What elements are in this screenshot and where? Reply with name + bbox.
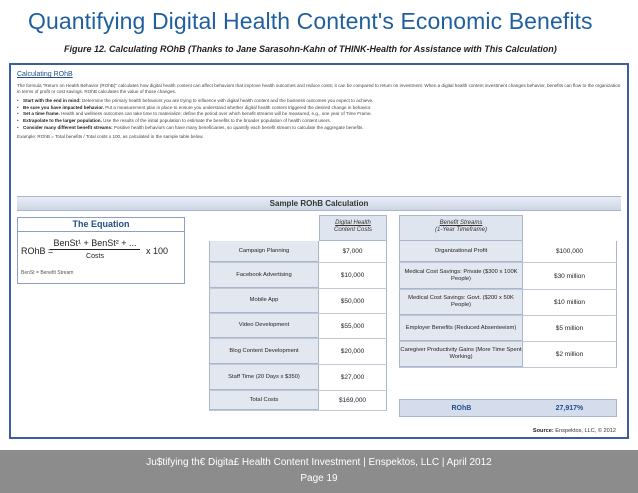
rohb-result-value: 27,917% [555, 404, 584, 412]
bullet-lead: Set a time frame. [23, 111, 60, 117]
costs-table [209, 215, 387, 411]
row-label: Staff Time (20 Days x $350) [209, 365, 319, 390]
calc-body [17, 83, 621, 144]
page-footer [0, 450, 638, 493]
table-row [209, 289, 387, 314]
footer-doc-title: Ju$tifying th€ Digita£ Health Content Investment | Enspektos, LLC | April 2012 [146, 457, 492, 468]
row-label: Employer Benefits (Reduced Absenteeism) [399, 316, 523, 341]
bullet-lead: Be sure you have impacted behavior. [23, 104, 104, 110]
row-label: Facebook Advertising [209, 263, 319, 288]
row-label: Organizational Profit [399, 241, 523, 262]
row-label: Video Development [209, 314, 319, 338]
page-title: Quantifying Digital Health Content's Economic Benefits [28, 8, 593, 34]
row-value: $100,000 [523, 241, 617, 262]
row-label: Campaign Planning [209, 241, 319, 262]
equation-denominator: Costs [86, 253, 104, 260]
row-value: $20,000 [319, 339, 387, 364]
row-value: $7,000 [319, 241, 387, 262]
equation-multiplier: x 100 [146, 246, 169, 256]
row-label: Caregiver Productivity Gains (More Time Spent Working) [399, 342, 523, 367]
calc-bullet [17, 118, 621, 124]
table-row [399, 316, 617, 342]
benefits-header-cell [399, 215, 523, 241]
equation-title: The Equation [72, 219, 130, 229]
rohb-result-row [399, 399, 617, 417]
table-row [209, 314, 387, 339]
costs-header-line2: Content Costs [333, 227, 373, 233]
bullet-lead: Extrapolate to the larger population. [23, 117, 102, 123]
footer-page-number: Page 19 [300, 473, 338, 484]
calc-intro: The formula "Return on Health Behavior (ROhB)" calculates how digital health content can affect behaviors that improve health outcomes and reduce costs; it can be compared to return on investment. When a digital health content investment changes behavior, benefits can flow to the organization in terms of profit or cost savings. ROhB calculates the value of those changes. [17, 83, 621, 94]
bullet-text: Use the results of the initial population to estimate the benefits to the broader population of health content users. [103, 117, 331, 123]
benefits-table [399, 215, 617, 368]
calc-bullet-list [17, 98, 621, 130]
table-row [209, 339, 387, 365]
row-value: $55,000 [319, 314, 387, 338]
calc-bullet [17, 105, 621, 111]
costs-header-cell [319, 215, 387, 241]
row-value: $10 million [523, 290, 617, 315]
costs-table-header [209, 215, 387, 241]
calc-bullet [17, 98, 621, 104]
row-value: $27,000 [319, 365, 387, 390]
equation-note: BenSt = Benefit Stream [21, 270, 74, 276]
benefits-header-line1: Benefit Streams [439, 220, 483, 226]
table-row [399, 263, 617, 290]
table-row [209, 391, 387, 411]
table-row [399, 342, 617, 368]
row-value: $5 million [523, 316, 617, 341]
row-value: $30 million [523, 263, 617, 289]
calc-example: Example: ROhB = Total benefits / Total costs x 100, as calculated in the sample table below. [17, 134, 204, 140]
row-label: Total Costs [209, 391, 319, 410]
equation-box [17, 217, 185, 284]
table-row [209, 365, 387, 391]
bullet-lead: Start with the end in mind: [23, 98, 81, 104]
bullet-text: Health and wellness outcomes can take time to materialize; define the period over which benefit streams will be measured, e.g., one year of Time Frame. [61, 111, 372, 117]
calc-bullet [17, 111, 621, 117]
bullet-text: Positive health behaviors can have many beneficiaries, so quantify each benefit stream to calculate the aggregate benefits. [113, 124, 364, 130]
table-row [399, 290, 617, 316]
source-text: Enspektos, LLC, © 2012 [555, 428, 616, 434]
row-label: Medical Cost Savings: Govt. ($200 x 50K People) [399, 290, 523, 315]
equation-numerator: BenSt¹ + BenSt² + ... [50, 238, 140, 250]
row-label: Mobile App [209, 289, 319, 313]
bullet-text: Put a measurement plan in place to ensure you understand whether digital health content triggered the desired change in behavior. [105, 104, 372, 110]
table-row [209, 263, 387, 289]
equation-lhs: ROhB = [21, 246, 54, 256]
figure-caption: Figure 12. Calculating ROhB (Thanks to Jane Sarasohn-Kahn of THINK-Health for Assistance with This Calculation) [64, 44, 557, 54]
row-value: $2 million [523, 342, 617, 367]
row-value: $169,000 [319, 391, 387, 410]
equation-divider [18, 231, 184, 232]
calc-heading: Calculating ROhB [17, 71, 73, 78]
benefits-header-line2: (1-Year Timeframe) [435, 227, 487, 233]
row-label: Blog Content Development [209, 339, 319, 364]
sample-calculation-title: Sample ROhB Calculation [17, 196, 621, 211]
row-value: $50,000 [319, 289, 387, 313]
row-label: Medical Cost Savings: Private ($300 x 100K People) [399, 263, 523, 289]
source-label: Source: [532, 428, 554, 434]
table-row [399, 241, 617, 263]
benefits-table-header [399, 215, 617, 241]
table-row [209, 241, 387, 263]
rohb-result-label: ROhB [451, 404, 472, 412]
bullet-lead: Consider many different benefit streams: [23, 124, 113, 130]
costs-header-line1: Digital Health [335, 220, 371, 226]
calc-bullet [17, 125, 621, 131]
row-value: $10,000 [319, 263, 387, 288]
bullet-text: Determine the primary health behaviors you are trying to influence with digital health content and the business outcomes you expect to achieve. [81, 98, 374, 104]
